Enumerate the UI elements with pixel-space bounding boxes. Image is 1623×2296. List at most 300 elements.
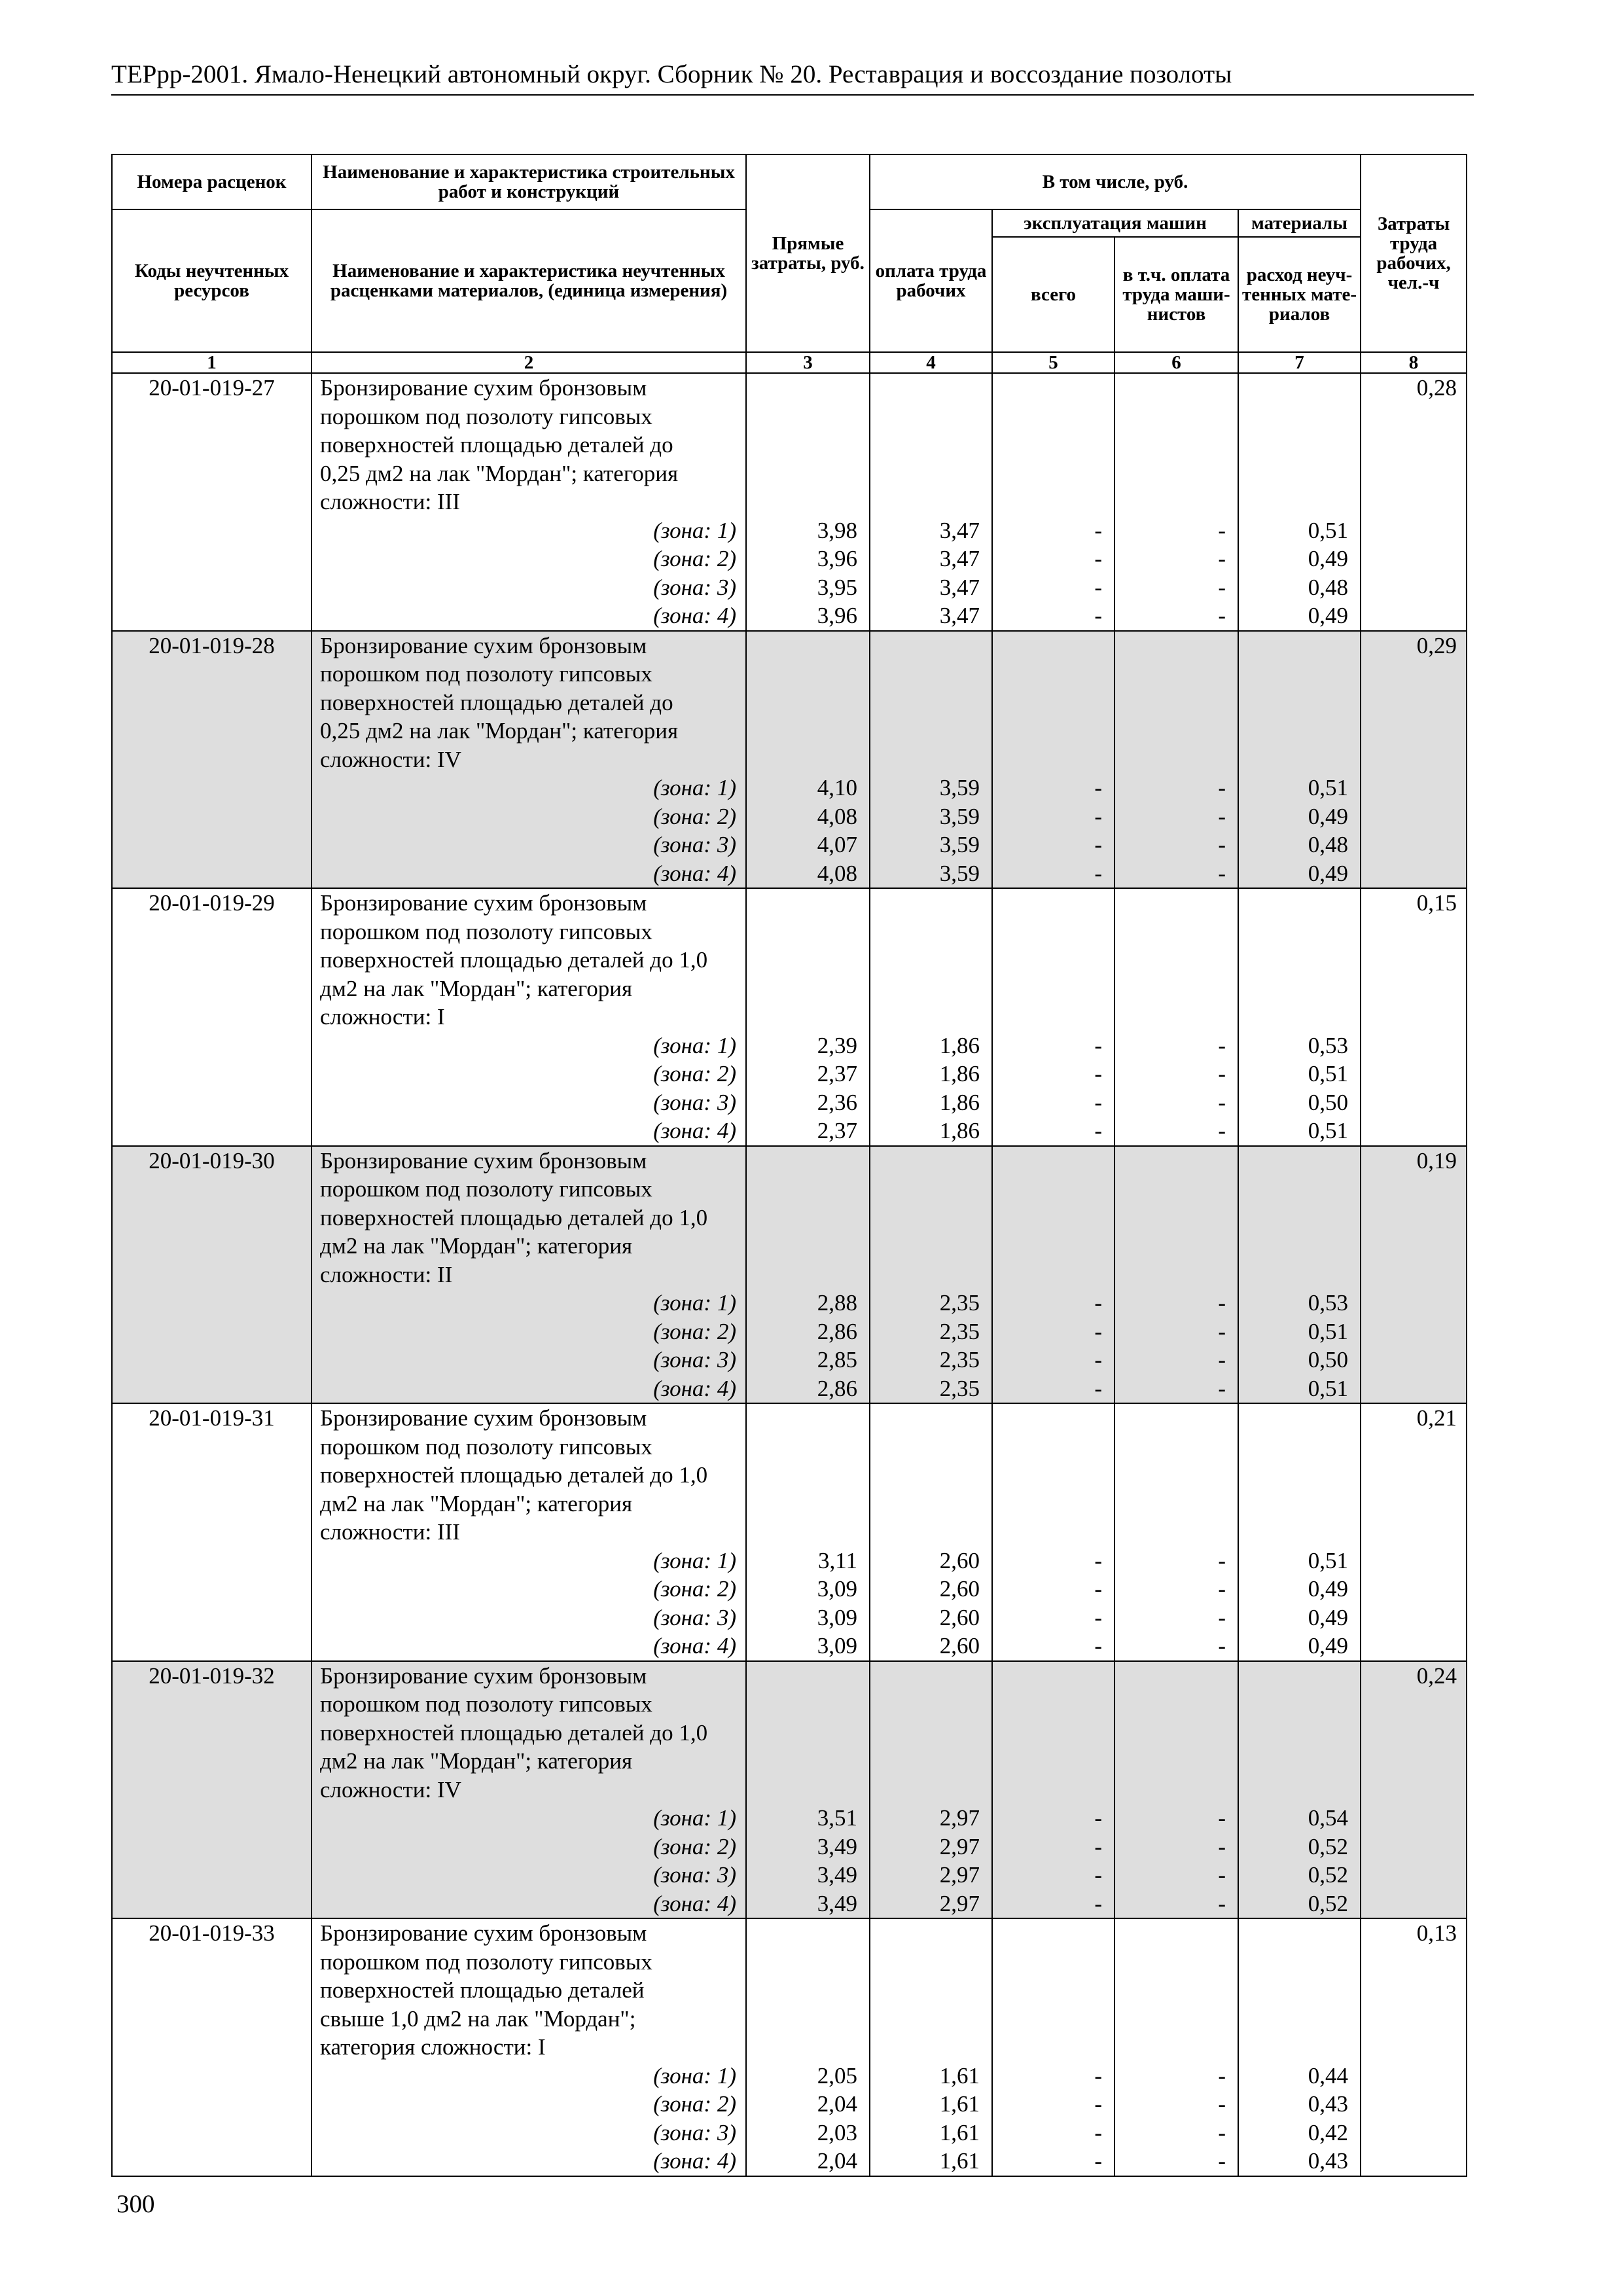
spacer (993, 1919, 1114, 2062)
column-number: 6 (1115, 352, 1238, 373)
machines-total-cell (992, 631, 1115, 889)
zone-value: 0,50 (1308, 1089, 1349, 1115)
zone-value: 2,35 (939, 1375, 980, 1401)
zone-value: - (1218, 2148, 1226, 2174)
spacer (1239, 1147, 1360, 1289)
table-row (112, 373, 1467, 631)
worker-wages-cell (870, 373, 992, 631)
zone-value: 4,07 (817, 832, 857, 857)
zone-value: 1,86 (939, 1089, 980, 1115)
header-labor-costs: Затраты труда рабочих, чел.-ч (1361, 154, 1467, 352)
zone-value: 1,86 (939, 1032, 980, 1058)
zone-value: 2,05 (817, 2062, 857, 2089)
zone-value: - (1094, 832, 1102, 857)
zone-value: - (1094, 803, 1102, 829)
zone-label: (зона: 2) (653, 1061, 736, 1086)
rate-code: 20-01-019-29 (112, 888, 312, 1146)
zone-value: 3,51 (817, 1805, 857, 1831)
zone-value: 2,03 (817, 2119, 857, 2145)
labor-costs-cell: 0,24 (1361, 1661, 1467, 1919)
zone-value: - (1218, 1089, 1226, 1115)
zone-value: - (1218, 546, 1226, 571)
rate-table (111, 154, 1467, 2177)
zone-value: - (1218, 860, 1226, 886)
zone-value: 3,98 (817, 517, 857, 543)
zone-value: - (1094, 1318, 1102, 1344)
description-line: дм2 на лак "Мордан"; категория (320, 1233, 633, 1259)
machinist-wages-cell (1115, 1146, 1238, 1404)
work-description (312, 1918, 746, 2176)
zone-value: - (1218, 1032, 1226, 1058)
labor-costs-cell: 0,21 (1361, 1403, 1467, 1661)
table-body (112, 373, 1467, 2176)
zone-label: (зона: 2) (653, 1833, 736, 1859)
rate-code: 20-01-019-31 (112, 1403, 312, 1661)
zone-label: (зона: 4) (653, 2148, 736, 2174)
description-line: дм2 на лак "Мордан"; категория (320, 1490, 633, 1516)
description-line: Бронзирование сухим бронзовым (320, 1405, 647, 1431)
zone-value: 2,60 (939, 1547, 980, 1573)
zone-value: 1,61 (939, 2119, 980, 2145)
zone-value: 2,60 (939, 1633, 980, 1659)
description-line: дм2 на лак "Мордан"; категория (320, 975, 633, 1001)
zone-value: - (1218, 1604, 1226, 1630)
zone-value: - (1094, 1290, 1102, 1316)
description-line: 0,25 дм2 на лак "Мордан"; категория (320, 718, 679, 744)
spacer (1115, 1919, 1238, 2062)
direct-costs-cell (746, 373, 870, 631)
zone-value: 3,11 (818, 1547, 857, 1573)
zone-value: 0,48 (1308, 832, 1349, 857)
column-number: 4 (870, 352, 992, 373)
zone-value: 2,60 (939, 1604, 980, 1630)
spacer (993, 1404, 1114, 1547)
zone-value: 0,51 (1308, 517, 1349, 543)
table-row (112, 631, 1467, 889)
header-resource-codes: Коды неучтенных ресурсов (112, 209, 312, 352)
zone-value: - (1218, 832, 1226, 857)
zone-value: 3,59 (939, 803, 980, 829)
zone-value: - (1094, 546, 1102, 571)
spacer (747, 1404, 869, 1547)
description-line: сложности: III (320, 489, 460, 514)
description-line: 0,25 дм2 на лак "Мордан"; категория (320, 460, 679, 486)
spacer (747, 1919, 869, 2062)
spacer (747, 889, 869, 1031)
column-number: 1 (112, 352, 312, 373)
machines-total-cell (992, 1403, 1115, 1661)
work-description (312, 888, 746, 1146)
worker-wages-cell (870, 888, 992, 1146)
zone-value: - (1218, 775, 1226, 800)
zone-value: - (1094, 603, 1102, 628)
zone-value: 3,47 (939, 546, 980, 571)
zone-value: - (1218, 1805, 1226, 1831)
zone-value: 3,96 (817, 546, 857, 571)
worker-wages-cell (870, 1661, 992, 1919)
zone-value: 4,08 (817, 803, 857, 829)
zone-value: 3,49 (817, 1890, 857, 1916)
labor-costs-cell: 0,15 (1361, 888, 1467, 1146)
zone-value: - (1094, 1089, 1102, 1115)
work-description (312, 1661, 746, 1919)
zone-label: (зона: 2) (653, 2091, 736, 2117)
materials-cell (1238, 373, 1361, 631)
zone-value: - (1218, 1375, 1226, 1401)
zone-value: 2,35 (939, 1290, 980, 1316)
spacer (870, 374, 991, 516)
header-rate-numbers: Номера расценок (112, 154, 312, 209)
description-line: свыше 1,0 дм2 на лак "Мордан"; (320, 2005, 636, 2032)
spacer (870, 632, 991, 774)
zone-value: 4,08 (817, 860, 857, 886)
header-machines-total: всего (992, 237, 1115, 352)
zone-value: 0,52 (1308, 1862, 1349, 1888)
spacer (993, 1662, 1114, 1804)
zone-value: - (1218, 2119, 1226, 2145)
column-number: 8 (1361, 352, 1467, 373)
zone-value: - (1218, 1833, 1226, 1859)
description-line: порошком под позолоту гипсовых (320, 1433, 652, 1460)
spacer (993, 1147, 1114, 1289)
materials-cell (1238, 1403, 1361, 1661)
description-line: дм2 на лак "Мордан"; категория (320, 1748, 633, 1774)
zone-value: 3,59 (939, 832, 980, 857)
zone-value: - (1218, 603, 1226, 628)
spacer (1115, 374, 1238, 516)
zone-value: - (1218, 1633, 1226, 1659)
description-line: поверхностей площадью деталей до (320, 432, 673, 457)
header-unaccounted-materials: расход неуч-тенных мате-риалов (1238, 237, 1361, 352)
table-header (112, 154, 1467, 373)
zone-label: (зона: 3) (653, 1089, 736, 1115)
zone-label: (зона: 4) (653, 1890, 736, 1916)
machinist-wages-cell (1115, 373, 1238, 631)
zone-label: (зона: 4) (653, 1633, 736, 1659)
spacer (1239, 1404, 1360, 1547)
zone-value: 2,37 (817, 1061, 857, 1086)
zone-value: 0,53 (1308, 1032, 1349, 1058)
column-number: 2 (312, 352, 746, 373)
description-line: поверхностей площадью деталей до 1,0 (320, 1462, 708, 1488)
machinist-wages-cell (1115, 888, 1238, 1146)
zone-value: 0,49 (1308, 1576, 1349, 1602)
zone-value: - (1218, 2091, 1226, 2117)
zone-value: 0,44 (1308, 2062, 1349, 2089)
materials-cell (1238, 631, 1361, 889)
spacer (993, 374, 1114, 516)
table-row (112, 1146, 1467, 1404)
header-direct-costs: Прямые затраты, руб. (746, 154, 870, 352)
zone-value: 0,43 (1308, 2148, 1349, 2174)
zone-label: (зона: 4) (653, 1375, 736, 1401)
rate-code: 20-01-019-30 (112, 1146, 312, 1404)
zone-value: - (1218, 1290, 1226, 1316)
direct-costs-cell (746, 1403, 870, 1661)
work-description (312, 631, 746, 889)
zone-value: 0,52 (1308, 1833, 1349, 1859)
zone-value: 3,49 (817, 1833, 857, 1859)
zone-label: (зона: 2) (653, 1576, 736, 1602)
zone-value: - (1094, 2062, 1102, 2089)
zone-value: 2,35 (939, 1347, 980, 1372)
spacer (1239, 374, 1360, 516)
description-line: категория сложности: I (320, 2034, 546, 2060)
zone-label: (зона: 1) (653, 1032, 736, 1058)
zone-value: - (1094, 1890, 1102, 1916)
zone-value: 3,59 (939, 860, 980, 886)
zone-value: 2,97 (939, 1890, 980, 1916)
labor-costs-cell: 0,13 (1361, 1918, 1467, 2176)
zone-value: 2,36 (817, 1089, 857, 1115)
machines-total-cell (992, 373, 1115, 631)
spacer (1115, 1147, 1238, 1289)
description-line: поверхностей площадью деталей до 1,0 (320, 1719, 708, 1746)
zone-value: 2,04 (817, 2148, 857, 2174)
spacer (1115, 632, 1238, 774)
materials-cell (1238, 1661, 1361, 1919)
zone-value: - (1094, 1805, 1102, 1831)
zone-value: - (1094, 1862, 1102, 1888)
spacer (1115, 1404, 1238, 1547)
description-line: Бронзирование сухим бронзовым (320, 1920, 647, 1946)
table-row (112, 1918, 1467, 2176)
description-line: поверхностей площадью деталей (320, 1977, 645, 2003)
zone-label: (зона: 1) (653, 2062, 736, 2089)
column-number-row (112, 352, 1467, 373)
zone-value: 0,51 (1308, 1318, 1349, 1344)
zone-value: 1,61 (939, 2062, 980, 2089)
zone-value: - (1218, 574, 1226, 600)
zone-value: 0,49 (1308, 860, 1349, 886)
zone-value: 2,39 (817, 1032, 857, 1058)
direct-costs-cell (746, 631, 870, 889)
zone-value: - (1094, 1118, 1102, 1143)
zone-label: (зона: 3) (653, 1862, 736, 1888)
machines-total-cell (992, 1661, 1115, 1919)
header-including-group: В том числе, руб. (870, 154, 1361, 209)
direct-costs-cell (746, 1918, 870, 2176)
work-description (312, 1146, 746, 1404)
zone-label: (зона: 1) (653, 775, 736, 800)
zone-value: - (1218, 517, 1226, 543)
worker-wages-cell (870, 1146, 992, 1404)
column-number: 7 (1238, 352, 1361, 373)
zone-value: 0,49 (1308, 1604, 1349, 1630)
spacer (870, 1404, 991, 1547)
materials-cell (1238, 1146, 1361, 1404)
direct-costs-cell (746, 1661, 870, 1919)
materials-cell (1238, 1918, 1361, 2176)
labor-costs-cell: 0,29 (1361, 631, 1467, 889)
zone-value: 0,48 (1308, 574, 1349, 600)
zone-label: (зона: 4) (653, 860, 736, 886)
spacer (1115, 889, 1238, 1031)
zone-value: 3,09 (817, 1576, 857, 1602)
zone-label: (зона: 3) (653, 2119, 736, 2145)
zone-value: - (1094, 1375, 1102, 1401)
zone-value: 3,47 (939, 574, 980, 600)
zone-value: 3,59 (939, 775, 980, 800)
description-line: сложности: II (320, 1261, 453, 1287)
zone-value: - (1094, 1347, 1102, 1372)
zone-label: (зона: 3) (653, 832, 736, 857)
zone-value: 0,42 (1308, 2119, 1349, 2145)
machines-total-cell (992, 1146, 1115, 1404)
zone-value: - (1094, 775, 1102, 800)
zone-value: - (1094, 860, 1102, 886)
zone-value: 3,95 (817, 574, 857, 600)
worker-wages-cell (870, 1403, 992, 1661)
worker-wages-cell (870, 631, 992, 889)
zone-value: - (1094, 1633, 1102, 1659)
zone-value: 2,37 (817, 1118, 857, 1143)
zone-label: (зона: 1) (653, 1290, 736, 1316)
machines-total-cell (992, 888, 1115, 1146)
description-line: порошком под позолоту гипсовых (320, 1176, 652, 1202)
spacer (870, 1147, 991, 1289)
zone-value: - (1094, 2119, 1102, 2145)
zone-value: 1,86 (939, 1061, 980, 1086)
zone-value: 0,52 (1308, 1890, 1349, 1916)
zone-value: - (1094, 2148, 1102, 2174)
zone-value: 0,49 (1308, 803, 1349, 829)
spacer (1239, 1662, 1360, 1804)
spacer (1239, 889, 1360, 1031)
spacer (1115, 1662, 1238, 1804)
zone-value: 0,51 (1308, 1061, 1349, 1086)
zone-value: - (1094, 1604, 1102, 1630)
zone-value: - (1094, 1547, 1102, 1573)
direct-costs-cell (746, 1146, 870, 1404)
description-line: порошком под позолоту гипсовых (320, 918, 652, 944)
header-material-name: Наименование и характеристика неучтенных расценками материалов, (единица измерения) (312, 209, 746, 352)
zone-value: - (1218, 1318, 1226, 1344)
description-line: Бронзирование сухим бронзовым (320, 1147, 647, 1174)
work-description (312, 1403, 746, 1661)
spacer (1239, 632, 1360, 774)
description-line: сложности: IV (320, 1776, 461, 1803)
description-line: порошком под позолоту гипсовых (320, 661, 652, 687)
zone-value: 3,09 (817, 1633, 857, 1659)
zone-value: - (1094, 2091, 1102, 2117)
zone-label: (зона: 3) (653, 574, 736, 600)
spacer (747, 632, 869, 774)
zone-value: - (1218, 803, 1226, 829)
zone-value: 0,49 (1308, 1633, 1349, 1659)
zone-value: 0,49 (1308, 546, 1349, 571)
zone-value: 3,47 (939, 517, 980, 543)
zone-value: - (1094, 517, 1102, 543)
column-number: 3 (746, 352, 870, 373)
zone-value: 1,61 (939, 2148, 980, 2174)
zone-value: 2,97 (939, 1833, 980, 1859)
description-line: порошком под позолоту гипсовых (320, 1691, 652, 1717)
zone-value: 0,51 (1308, 1547, 1349, 1573)
description-line: Бронзирование сухим бронзовым (320, 375, 647, 401)
zone-value: - (1218, 1118, 1226, 1143)
description-line: Бронзирование сухим бронзовым (320, 632, 647, 658)
zone-value: - (1218, 1061, 1226, 1086)
zone-value: 2,97 (939, 1805, 980, 1831)
zone-label: (зона: 2) (653, 803, 736, 829)
zone-label: (зона: 2) (653, 1318, 736, 1344)
header-machines-group: эксплуатация машин (992, 209, 1238, 237)
header-work-name: Наименование и характеристика строительных работ и конструкций (312, 154, 746, 209)
zone-label: (зона: 3) (653, 1604, 736, 1630)
zone-value: 0,49 (1308, 603, 1349, 628)
description-line: Бронзирование сухим бронзовым (320, 890, 647, 916)
spacer (870, 889, 991, 1031)
zone-value: 1,61 (939, 2091, 980, 2117)
spacer (747, 374, 869, 516)
zone-label: (зона: 1) (653, 1805, 736, 1831)
zone-value: 3,47 (939, 603, 980, 628)
zone-value: - (1218, 1547, 1226, 1573)
zone-value: - (1218, 1862, 1226, 1888)
spacer (870, 1919, 991, 2062)
description-line: поверхностей площадью деталей до (320, 689, 673, 715)
spacer (993, 889, 1114, 1031)
rate-code: 20-01-019-33 (112, 1918, 312, 2176)
zone-value: 1,86 (939, 1118, 980, 1143)
zone-value: 0,50 (1308, 1347, 1349, 1372)
description-line: Бронзирование сухим бронзовым (320, 1662, 647, 1689)
zone-value: - (1094, 1032, 1102, 1058)
spacer (1239, 1919, 1360, 2062)
description-line: сложности: I (320, 1004, 445, 1030)
zone-value: 0,51 (1308, 775, 1349, 800)
rate-code: 20-01-019-27 (112, 373, 312, 631)
zone-label: (зона: 3) (653, 1347, 736, 1372)
zone-value: 4,10 (817, 775, 857, 800)
zone-value: 2,85 (817, 1347, 857, 1372)
description-line: порошком под позолоту гипсовых (320, 1948, 652, 1975)
zone-label: (зона: 1) (653, 517, 736, 543)
labor-costs-cell: 0,19 (1361, 1146, 1467, 1404)
zone-value: - (1094, 1061, 1102, 1086)
machinist-wages-cell (1115, 1403, 1238, 1661)
machinist-wages-cell (1115, 1661, 1238, 1919)
work-description (312, 373, 746, 631)
zone-value: - (1094, 574, 1102, 600)
rate-code: 20-01-019-28 (112, 631, 312, 889)
machinist-wages-cell (1115, 1918, 1238, 2176)
worker-wages-cell (870, 1918, 992, 2176)
column-number: 5 (992, 352, 1115, 373)
zone-value: 0,51 (1308, 1375, 1349, 1401)
zone-value: 2,35 (939, 1318, 980, 1344)
zone-value: - (1094, 1833, 1102, 1859)
zone-value: 0,43 (1308, 2091, 1349, 2117)
running-header: ТЕРрр-2001. Ямало-Ненецкий автономный округ. Сборник № 20. Реставрация и воссоздание позолоты (111, 55, 1474, 96)
zone-value: 2,04 (817, 2091, 857, 2117)
zone-value: 0,51 (1308, 1118, 1349, 1143)
spacer (870, 1662, 991, 1804)
table-row (112, 1661, 1467, 1919)
zone-value: - (1218, 1890, 1226, 1916)
rate-code: 20-01-019-32 (112, 1661, 312, 1919)
materials-cell (1238, 888, 1361, 1146)
description-line: поверхностей площадью деталей до 1,0 (320, 1204, 708, 1230)
zone-value: 0,54 (1308, 1805, 1349, 1831)
zone-value: 2,60 (939, 1576, 980, 1602)
zone-label: (зона: 1) (653, 1547, 736, 1573)
spacer (747, 1662, 869, 1804)
zone-value: 3,09 (817, 1604, 857, 1630)
header-worker-wages: оплата труда рабочих (870, 209, 992, 352)
table-row (112, 888, 1467, 1146)
